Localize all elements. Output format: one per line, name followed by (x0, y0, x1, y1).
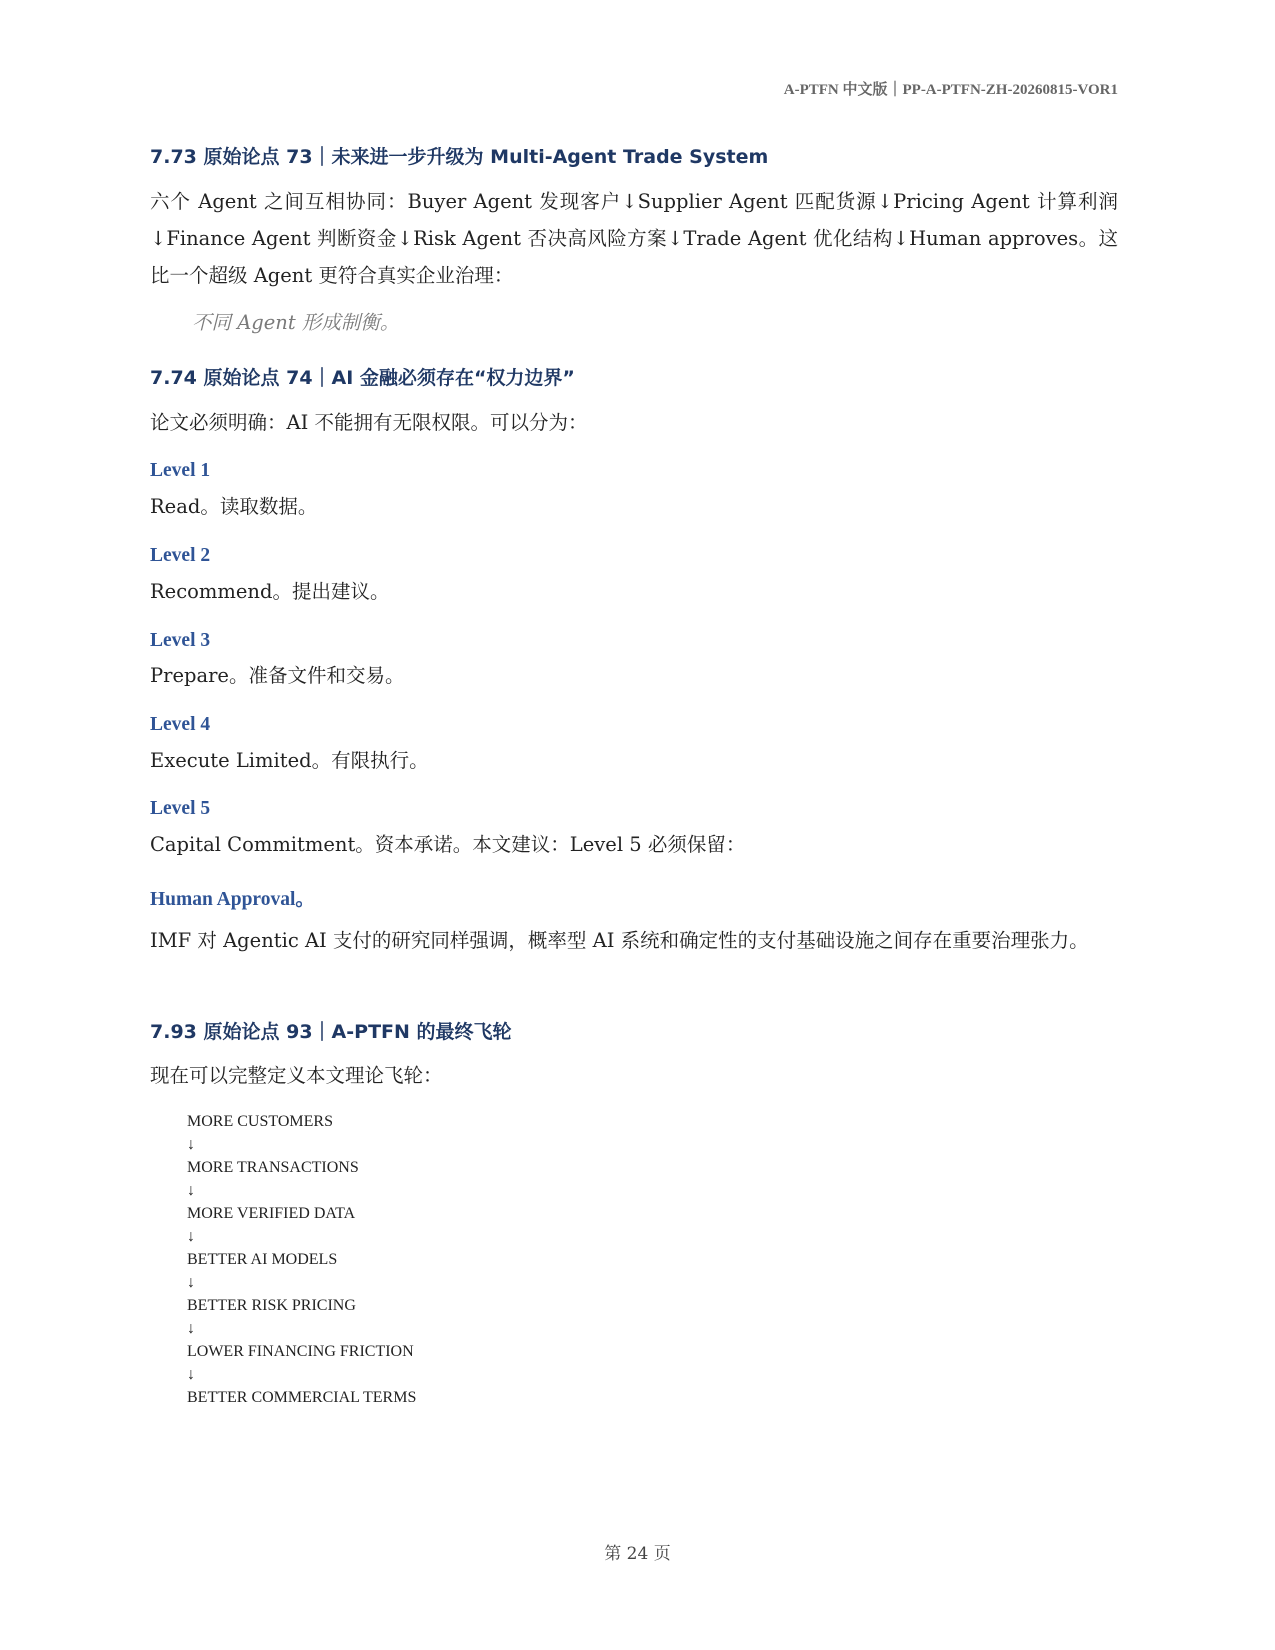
flywheel-arrow: ↓ (187, 1136, 195, 1153)
flywheel-arrow: ↓ (187, 1320, 195, 1337)
flywheel-step: MORE VERIFIED DATA (187, 1205, 356, 1222)
page-number: 第 24 页 (604, 1544, 671, 1564)
running-header: A-PTFN 中文版｜PP-A-PTFN-ZH-20260815-VOR1 (783, 82, 1118, 98)
flywheel-step: MORE CUSTOMERS (187, 1113, 333, 1130)
section-73-paragraph: 六个 Agent 之间互相协同：Buyer Agent 发现客户↓Supplier Agent 匹配货源↓Pricing Agent 计算利润↓Finance Agent 判断资金↓Risk Agent 否决高风险方案↓Trade Agent 优化结构↓Human approves。这比一个超级 Agent 更符合真实企业治理： (150, 190, 1118, 287)
section-93-heading: 7.93 原始论点 93｜A-PTFN 的最终飞轮 (150, 1021, 512, 1043)
flywheel-step: BETTER RISK PRICING (187, 1297, 356, 1314)
flywheel-arrow: ↓ (187, 1182, 195, 1199)
section-74-intro: 论文必须明确：AI 不能拥有无限权限。可以分为： (150, 411, 588, 434)
level-3-title: Level 3 (150, 630, 211, 651)
level-5-title: Level 5 (150, 798, 211, 819)
flywheel-arrow: ↓ (187, 1274, 195, 1291)
flywheel-step: BETTER AI MODELS (187, 1251, 338, 1268)
level-5-desc: Capital Commitment。资本承诺。本文建议：Level 5 必须保留： (150, 833, 746, 856)
section-93-intro: 现在可以完整定义本文理论飞轮： (150, 1064, 443, 1087)
level-1-title: Level 1 (150, 460, 211, 481)
section-74-heading: 7.74 原始论点 74｜AI 金融必须存在“权力边界” (150, 367, 575, 389)
flywheel-arrow: ↓ (187, 1228, 195, 1245)
level-2-title: Level 2 (150, 545, 211, 566)
flywheel-step: BETTER COMMERCIAL TERMS (187, 1389, 417, 1406)
level-4-title: Level 4 (150, 714, 211, 735)
imf-paragraph: IMF 对 Agentic AI 支付的研究同样强调，概率型 AI 系统和确定性的支付基础设施之间存在重要治理张力。 (150, 929, 1089, 952)
flywheel-step: MORE TRANSACTIONS (187, 1159, 359, 1176)
level-4-desc: Execute Limited。有限执行。 (150, 749, 429, 772)
human-approval-emphasis: Human Approval。 (150, 889, 315, 910)
flywheel-arrow: ↓ (187, 1366, 195, 1383)
flywheel-step: LOWER FINANCING FRICTION (187, 1343, 414, 1360)
level-2-desc: Recommend。提出建议。 (150, 580, 390, 603)
level-3-desc: Prepare。准备文件和交易。 (150, 664, 405, 687)
section-73-heading: 7.73 原始论点 73｜未来进一步升级为 Multi-Agent Trade System (150, 146, 769, 168)
section-73-quote: 不同 Agent 形成制衡。 (192, 311, 400, 334)
level-1-desc: Read。读取数据。 (150, 495, 318, 518)
